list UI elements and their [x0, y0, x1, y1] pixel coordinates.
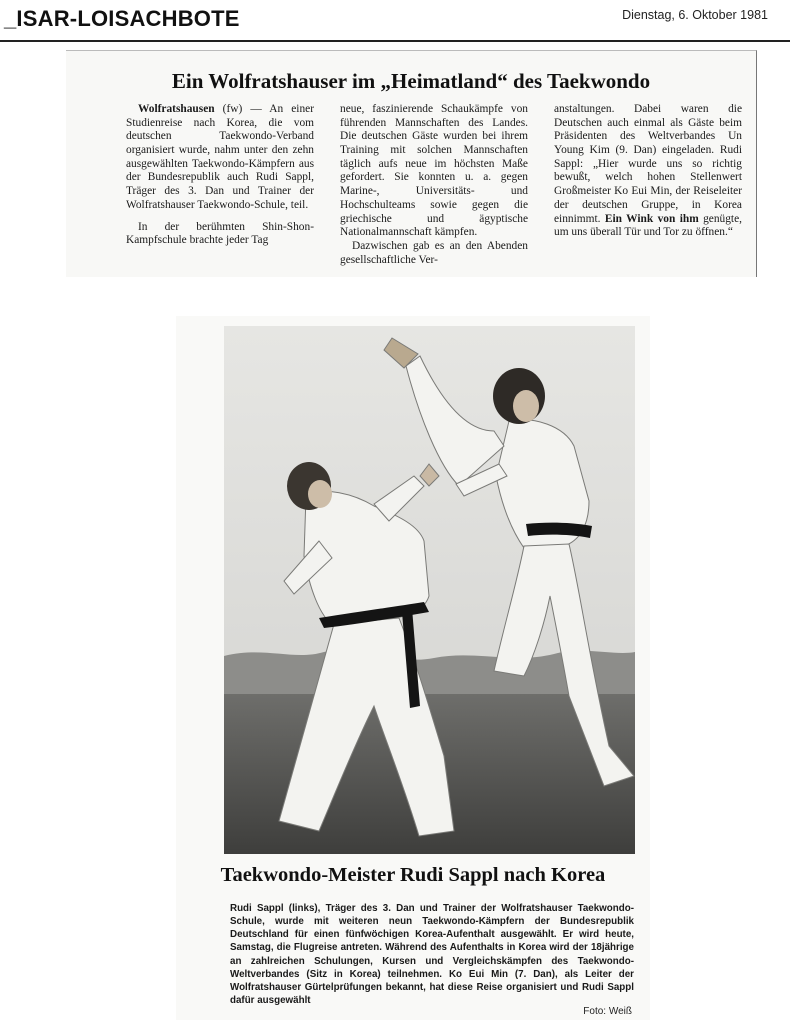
article-paragraph [126, 103, 314, 213]
taekwondo-photo-illustration [224, 326, 635, 854]
taekwondo-photo [224, 326, 635, 854]
article-paragraph: In der berühmten Shin-Shon-Kampfschule brachte jeder Tag [126, 220, 314, 247]
article-paragraph: neue, faszinierende Schaukämpfe von führenden Mannschaften des Landes. Die deutschen Gäste wurden bei ihrem Training mit solchen Mannschaften täglich aufs neue im höchsten Maße gefordert. Sie konnten u. a. gegen Marine-, Universitäts- und Hochschulteams sowie gegen die griechische und ägyptische Nationalmannschaft kämpfen. [340, 103, 528, 239]
article-clipping [66, 50, 757, 277]
paragraph-text: anstaltungen. Dabei waren die Deutschen auch einmal als Gäste beim Präsidenten des Weltverbandes Un Young Kim (9. Dan) eingeladen. Rudi Sappl: „Hier wurde uns so richtig bewußt, welch hohen Stellenwert Großmeister Ko Eui Min, der Reiseleiter der deutschen Gruppe, in Korea einnimmt. [554, 103, 742, 225]
article-paragraph: Dazwischen gab es an den Abenden gesellschaftliche Ver- [340, 239, 528, 266]
article-column-3 [554, 103, 742, 240]
photo-credit: Foto: Weiß [583, 1006, 632, 1017]
article-column-1 [126, 103, 314, 248]
bold-text: Ein Wink von ihm [604, 212, 699, 225]
article-paragraph [554, 103, 742, 240]
issue-date: Dienstag, 6. Oktober 1981 [622, 8, 768, 22]
article-headline: Ein Wolfratshauser im „Heimatland“ des Taekwondo [171, 69, 651, 93]
dateline: Wolfratshausen [138, 103, 215, 115]
paragraph-text: (fw) — An einer Studienreise nach Korea, die vom deutschen Taekwondo-Verband organisiert wurde, nahm unter den zehn ausgewählten Taekwondo-Kämpfern aus der Bundesrepublik auch Rudi Sappl, Träger des 3. Dan und Trainer der Wolfratshauser Taekwondo-Schule, teil. [126, 103, 314, 211]
newspaper-name: _ISAR-LOISACHBOTE [4, 6, 240, 31]
photo-clipping [176, 316, 650, 1020]
photo-headline: Taekwondo-Meister Rudi Sappl nach Korea [220, 864, 606, 886]
article-body [126, 103, 756, 273]
newspaper-masthead [0, 4, 790, 42]
article-column-2 [340, 103, 528, 267]
photo-caption: Rudi Sappl (links), Träger des 3. Dan und Trainer der Wolfratshauser Taekwondo-Schule, wurde mit weiteren neun Taekwondo-Kämpfern der Bundesrepublik Deutschland für einen fünfwöchigen Korea-Aufenthalt ausgewählt. Er wird heute, Samstag, die Flugreise antreten. Während des Aufenthalts in Korea wird der 18jährige an zahlreichen Schulungen, Kursen und Vergleichskämpfen des Taekwondo-Weltverbandes (Sitz in Korea) teilnehmen. Ko Eui Min (7. Dan), als Leiter der Wolfratshauser Gürtelprüfungen bekannt, hat diese Reise organisiert und Rudi Sappl dafür ausgewählt [230, 903, 634, 1006]
paragraph-text: genügte, um uns überall Tür und Tor zu öffnen.“ [554, 212, 742, 239]
